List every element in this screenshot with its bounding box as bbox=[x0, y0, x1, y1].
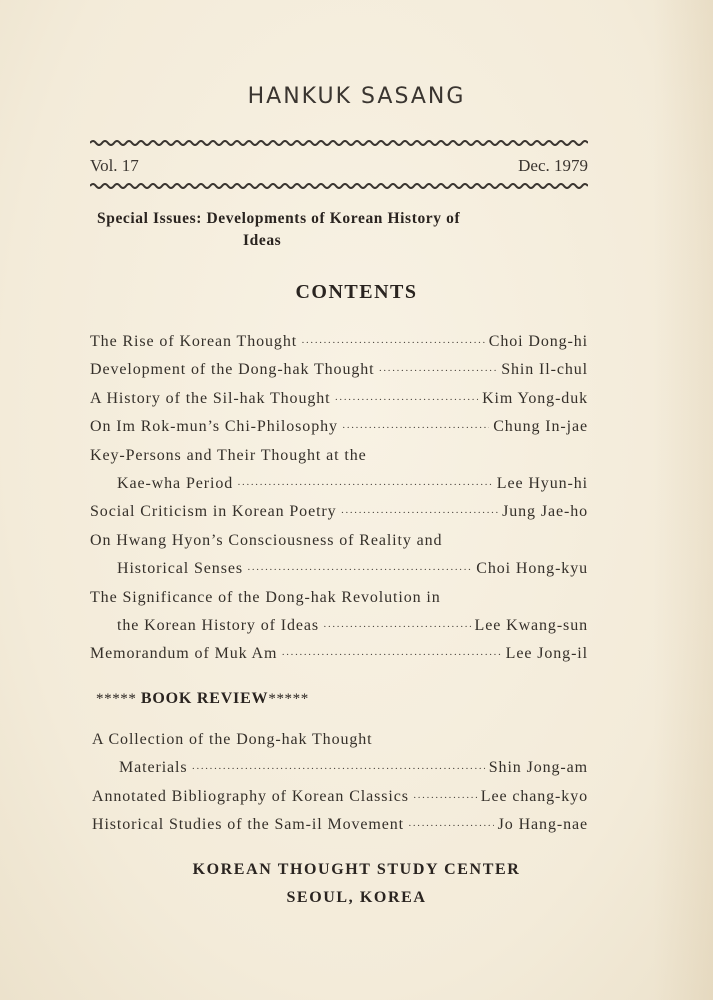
review-entry-author: Shin Jong-am bbox=[488, 759, 588, 777]
publisher-location: SEOUL, KOREA bbox=[286, 889, 427, 906]
toc-entry-title: Key-Persons and Their Thought at the bbox=[90, 446, 367, 464]
toc-entry bbox=[90, 475, 588, 503]
toc-entry bbox=[90, 503, 588, 531]
leader-dots bbox=[323, 621, 471, 633]
review-entry-title: A Collection of the Dong-hak Thought bbox=[92, 731, 373, 748]
toc-entry-title: A History of the Sil-hak Thought bbox=[90, 389, 331, 407]
toc-entry-author: Lee Kwang-sun bbox=[474, 616, 588, 634]
toc-entry bbox=[90, 617, 588, 645]
leader-dots bbox=[378, 365, 497, 377]
toc-entry-title: Kae-wha Period bbox=[117, 474, 234, 492]
toc-entry-title: the Korean History of Ideas bbox=[117, 616, 320, 634]
review-entry-author: Jo Hang-nae bbox=[497, 816, 588, 834]
book-review-heading bbox=[96, 690, 309, 708]
leader-dots bbox=[341, 507, 499, 519]
ornamental-rule-bottom bbox=[90, 182, 588, 190]
publisher-name: KOREAN THOUGHT STUDY CENTER bbox=[192, 861, 521, 878]
toc-entry-author: Jung Jae-ho bbox=[502, 503, 588, 521]
toc-entry-title: Memorandum of Muk Am bbox=[90, 645, 278, 663]
toc-entry bbox=[90, 333, 588, 361]
toc-entry bbox=[90, 589, 588, 617]
review-entry bbox=[92, 731, 588, 759]
special-issue-title-line2: Ideas bbox=[243, 232, 282, 249]
review-entry bbox=[92, 788, 588, 816]
special-issue-heading bbox=[97, 208, 572, 252]
leader-dots bbox=[281, 649, 501, 661]
leader-dots bbox=[342, 422, 489, 434]
issue-date: Dec. 1979 bbox=[518, 156, 588, 175]
review-entry-author: Lee chang-kyo bbox=[480, 787, 588, 805]
table-of-contents bbox=[90, 333, 588, 674]
book-review-list bbox=[92, 731, 588, 845]
toc-entry-title: On Im Rok-mun’s Chi-Philosophy bbox=[90, 418, 338, 436]
special-issue-title-line1: Developments of Korean History of bbox=[206, 210, 461, 227]
leader-dots bbox=[247, 564, 472, 576]
issue-info bbox=[90, 156, 588, 180]
review-entry-title: Historical Studies of the Sam-il Movement bbox=[92, 816, 404, 834]
ornamental-rule-top bbox=[90, 139, 588, 147]
toc-entry-title: Historical Senses bbox=[117, 560, 243, 578]
toc-entry bbox=[90, 560, 588, 588]
leader-dots bbox=[301, 337, 485, 349]
stars-right: ***** bbox=[268, 691, 309, 707]
toc-entry-author: Choi Dong-hi bbox=[488, 333, 588, 350]
toc-entry-author: Lee Hyun-hi bbox=[496, 474, 588, 492]
toc-entry-author: Kim Yong-duk bbox=[482, 389, 588, 407]
toc-entry bbox=[90, 418, 588, 446]
toc-entry-title: On Hwang Hyon’s Consciousness of Reality and bbox=[90, 531, 443, 549]
special-issue-label: Special Issues: bbox=[97, 210, 203, 227]
toc-entry-author: Chung In-jae bbox=[493, 418, 588, 436]
leader-dots bbox=[408, 820, 494, 832]
toc-entry bbox=[90, 447, 588, 475]
toc-entry-author: Lee Jong-il bbox=[505, 645, 588, 663]
contents-heading: CONTENTS bbox=[295, 281, 418, 303]
review-entry-title: Materials bbox=[119, 759, 188, 777]
masthead-title: HANKUK SASANG bbox=[247, 84, 466, 109]
toc-entry-title: Development of the Dong-hak Thought bbox=[90, 361, 375, 379]
toc-entry-author: Shin Il-chul bbox=[501, 361, 588, 379]
toc-entry bbox=[90, 390, 588, 418]
toc-entry bbox=[90, 361, 588, 389]
toc-entry-author: Choi Hong-kyu bbox=[476, 560, 588, 578]
toc-entry-title: Social Criticism in Korean Poetry bbox=[90, 503, 337, 521]
leader-dots bbox=[413, 792, 477, 804]
leader-dots bbox=[335, 394, 479, 406]
toc-entry-title: The Rise of Korean Thought bbox=[90, 333, 298, 350]
leader-dots bbox=[192, 763, 485, 775]
toc-entry-title: The Significance of the Dong-hak Revolution in bbox=[90, 588, 441, 606]
toc-entry bbox=[90, 532, 588, 560]
review-entry bbox=[92, 816, 588, 844]
book-review-title: BOOK REVIEW bbox=[140, 690, 269, 707]
toc-entry bbox=[90, 645, 588, 673]
review-entry bbox=[92, 759, 588, 787]
review-entry-title: Annotated Bibliography of Korean Classics bbox=[92, 787, 409, 805]
volume-number: Vol. 17 bbox=[90, 156, 139, 175]
leader-dots bbox=[237, 479, 493, 491]
stars-left: ***** bbox=[96, 691, 137, 707]
